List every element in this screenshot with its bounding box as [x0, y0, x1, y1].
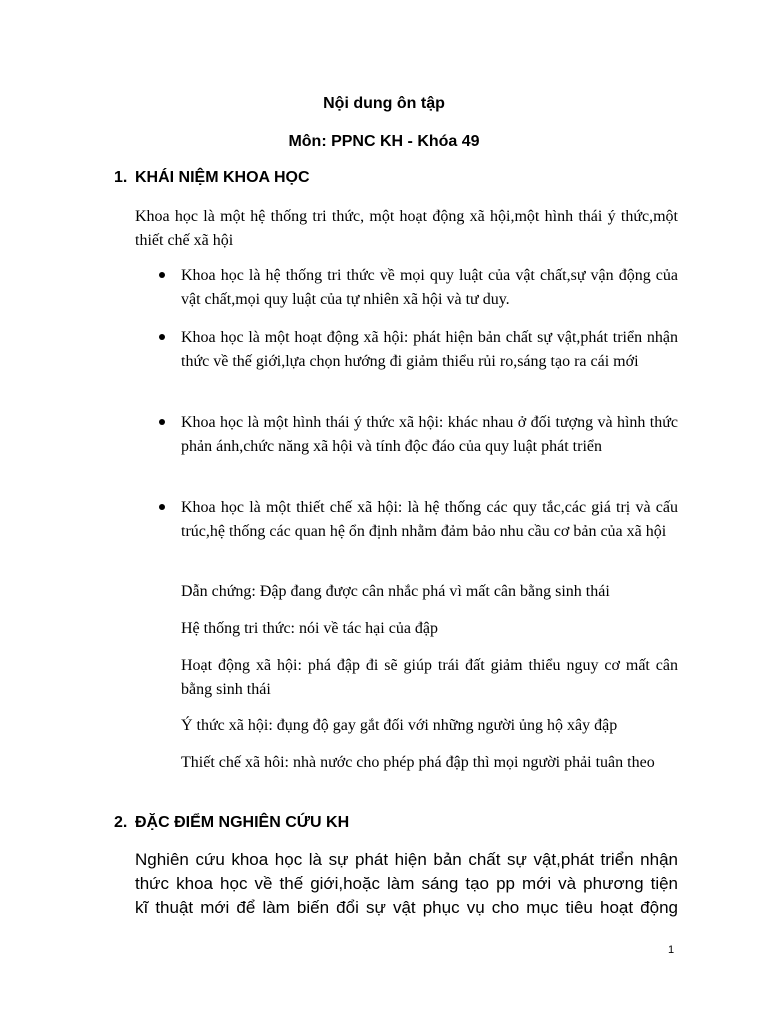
section-title: KHÁI NIỆM KHOA HỌC [135, 169, 310, 186]
section-paragraph [135, 896, 678, 920]
section-heading-2 [114, 813, 349, 833]
bullet-item: Khoa học là một hình thái ý thức xã hội: khác nhau ở đối tượng và hình thức phản ánh,chức năng xã hội và tính độc đáo của quy luật phát triển [181, 414, 678, 455]
example-paragraph: Dẫn chứng: Đập đang được cân nhắc phá vì mất cân bằng sinh thái [181, 583, 610, 600]
section-heading-1 [114, 168, 310, 188]
example-paragraph: Hoạt động xã hội: phá đập đi sẽ giúp trái đất giảm thiểu nguy cơ mất cân bằng sinh thái [181, 657, 678, 698]
section-intro-paragraph: Khoa học là một hệ thống tri thức, một hoạt động xã hội,một hình thái ý thức,một thiết chế xã hội [135, 208, 678, 249]
bullet-dot-icon [159, 419, 165, 425]
example-paragraph: Thiết chế xã hôi: nhà nước cho phép phá đập thì mọi người phải tuân theo [181, 754, 655, 771]
bullet-item: Khoa học là một hoạt động xã hội: phát hiện bản chất sự vật,phát triển nhận thức về thế giới,lựa chọn hướng đi giảm thiểu rủi ro,sáng tạo ra cái mới [181, 329, 678, 370]
paragraph-line: Nghiên cứu khoa học là sự phát hiện bản chất sự vật,phát triển nhận [135, 850, 678, 869]
bullet-item: Khoa học là hệ thống tri thức về mọi quy luật của vật chất,sự vận động của vật chất,mọi quy luật của tự nhiên xã hội và tư duy. [181, 267, 678, 308]
section-paragraph [135, 848, 678, 872]
section-number: 2. [114, 814, 128, 831]
example-paragraph: Ý thức xã hội: đụng độ gay gắt đối với những người ủng hộ xây đập [181, 717, 618, 734]
section-title: ĐẶC ĐIỂM NGHIÊN CỨU KH [135, 814, 350, 831]
bullet-dot-icon [159, 504, 165, 510]
document-subtitle: Môn: PPNC KH - Khóa 49 [288, 133, 480, 150]
page-number: 1 [668, 944, 675, 956]
section-paragraph [135, 872, 678, 896]
document-title: Nội dung ôn tập [323, 95, 445, 112]
bullet-dot-icon [159, 334, 165, 340]
bullet-item: Khoa học là một thiết chế xã hội: là hệ thống các quy tắc,các giá trị và cấu trúc,hệ thống các quan hệ ổn định nhằm đảm bảo nhu cầu cơ bản của xã hội [181, 499, 678, 540]
section-number: 1. [114, 169, 128, 186]
paragraph-line: kĩ thuật mới để làm biến đổi sự vật phục vụ cho mục tiêu hoạt động [135, 898, 678, 917]
bullet-dot-icon [159, 272, 165, 278]
example-paragraph: Hệ thống tri thức: nói về tác hại của đập [181, 620, 439, 637]
paragraph-line: thức khoa học về thế giới,hoặc làm sáng tạo pp mới và phương tiện [135, 874, 678, 893]
